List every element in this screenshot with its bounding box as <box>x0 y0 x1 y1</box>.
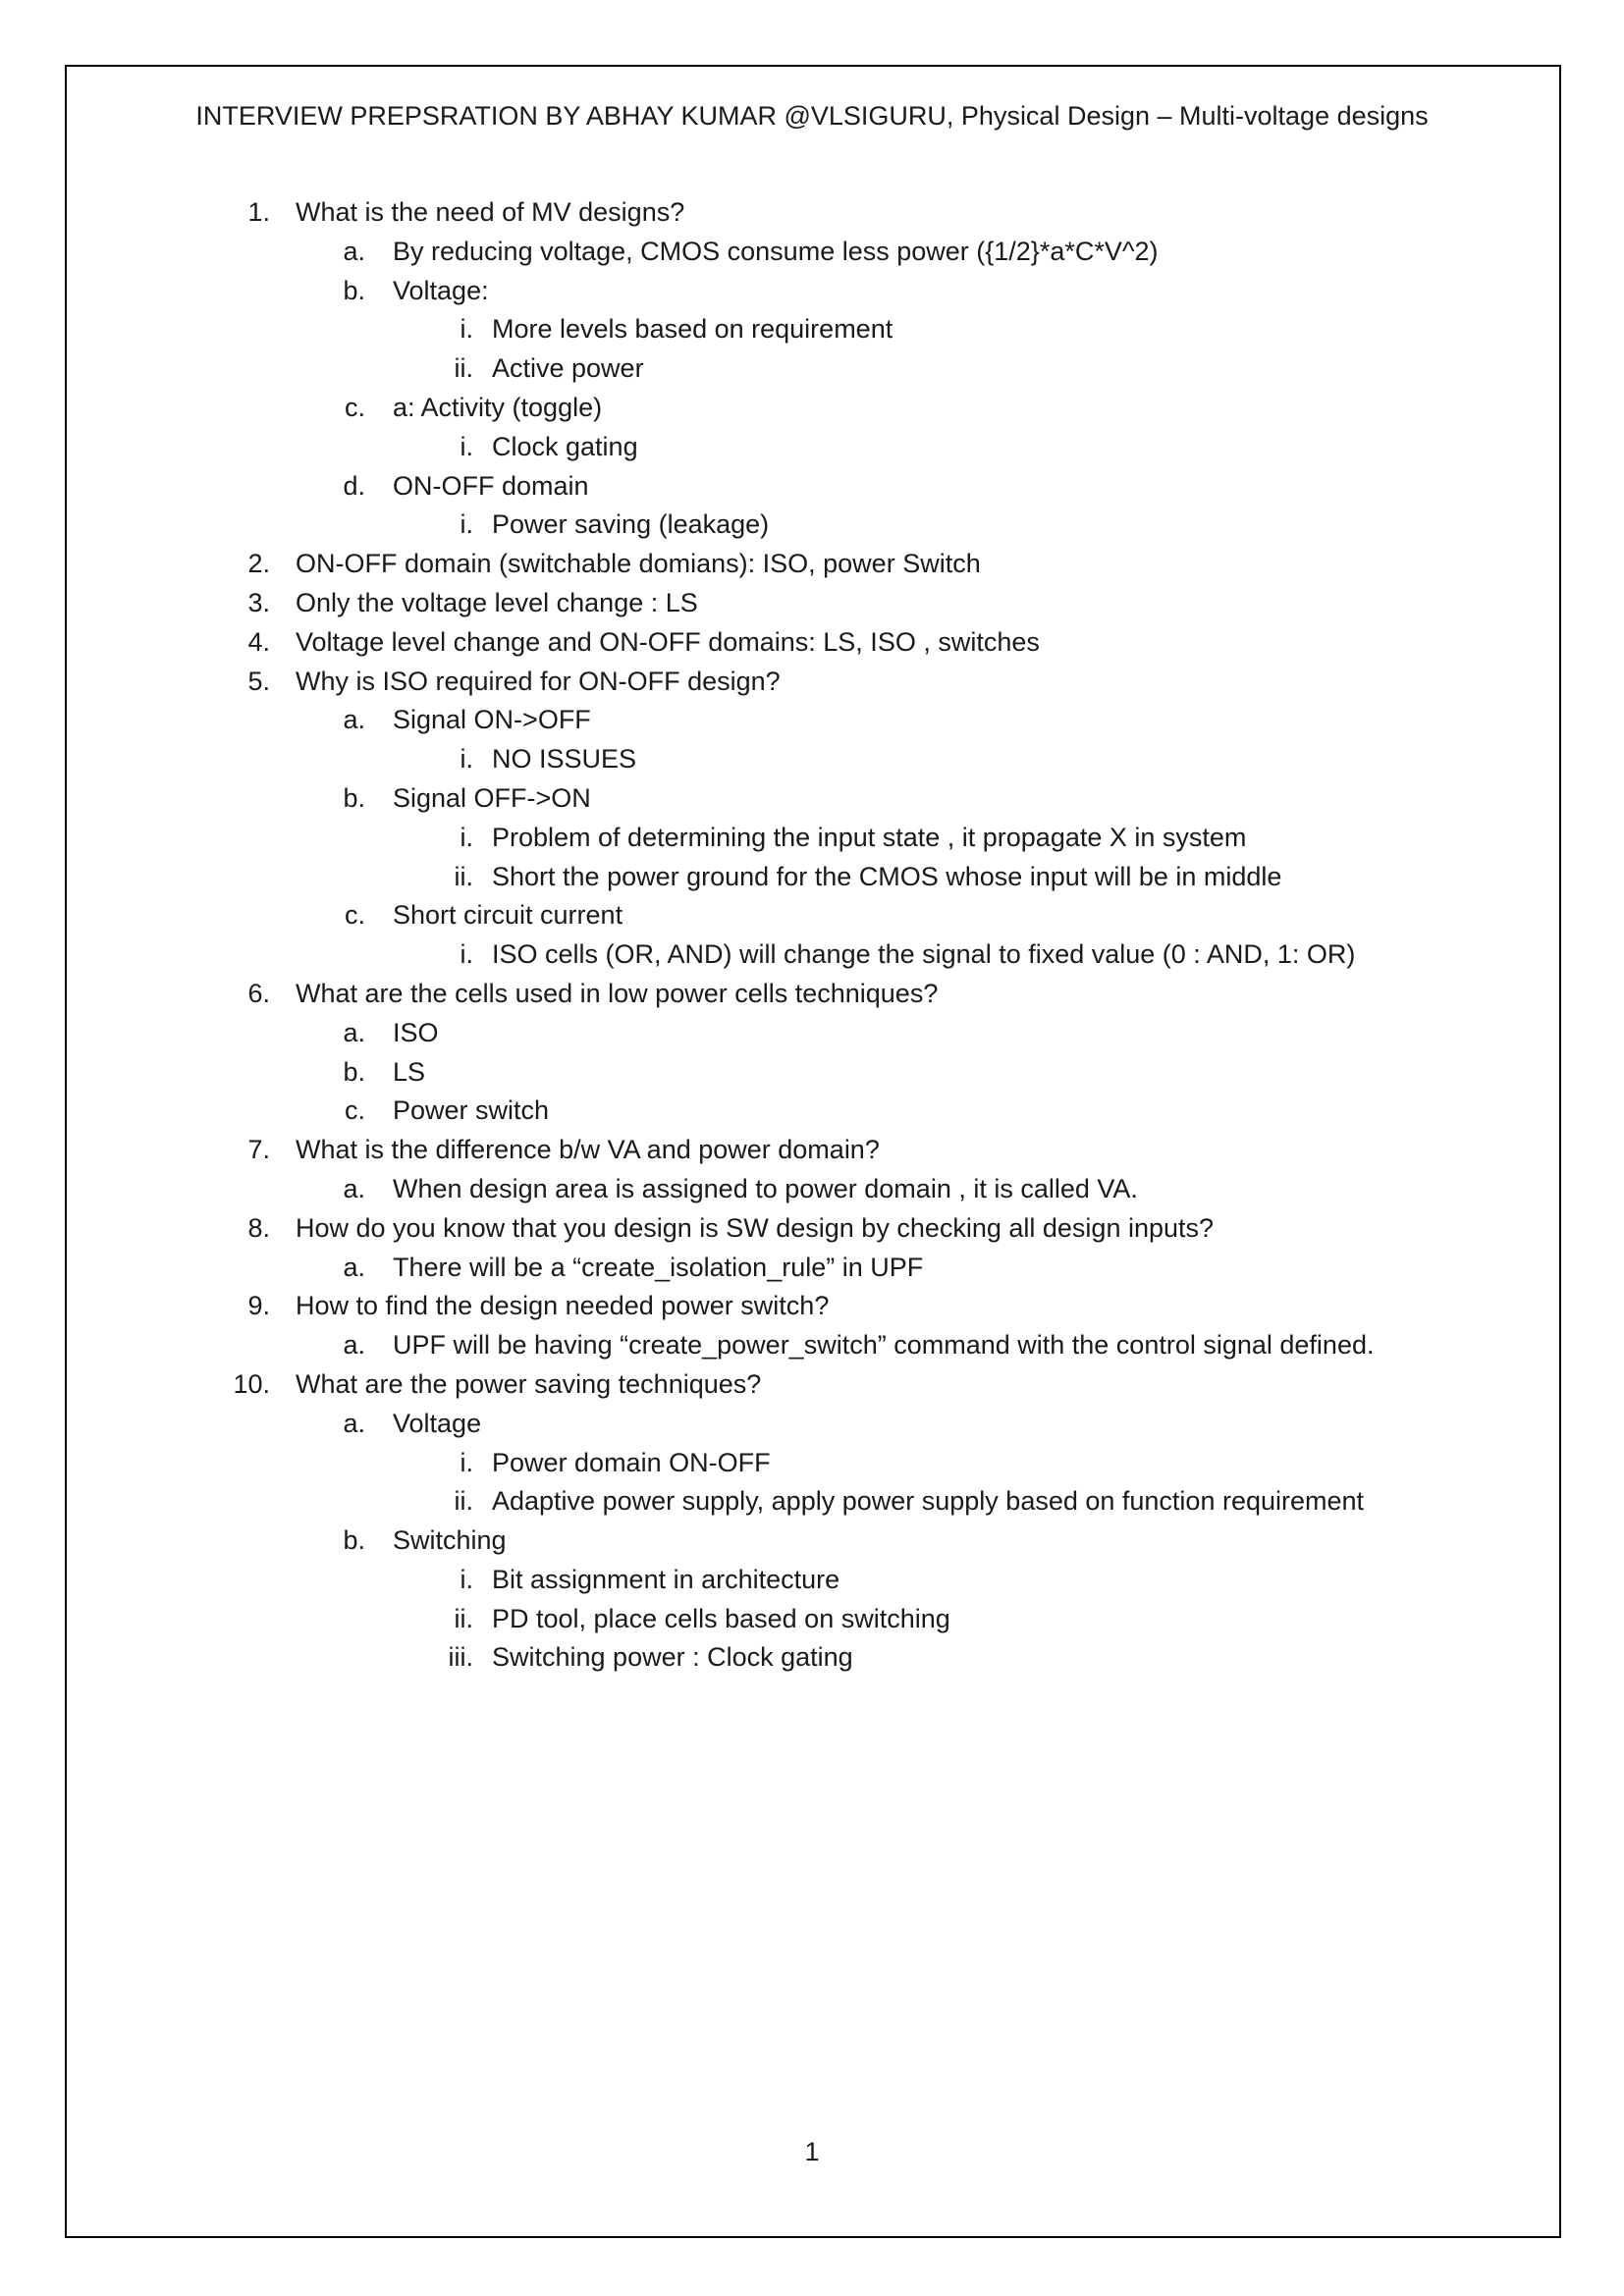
list-marker: c. <box>344 900 365 931</box>
sub-sub-item <box>0 935 1624 975</box>
sub-sub-item <box>0 1444 1624 1483</box>
page-number: 1 <box>804 2137 820 2166</box>
sub-item <box>0 896 1624 935</box>
list-text: Problem of determining the input state , it propagate X in system <box>492 822 1247 852</box>
list-marker: b. <box>343 782 365 813</box>
sub-sub-item <box>0 310 1624 349</box>
list-marker: a. <box>343 1252 365 1282</box>
list-text: Switching <box>393 1525 507 1556</box>
list-text: PD tool, place cells based on switching <box>492 1603 950 1633</box>
list-text: ON-OFF domain <box>393 470 589 501</box>
sub-sub-item <box>0 349 1624 389</box>
list-marker: b. <box>343 1056 365 1087</box>
list-marker: 7. <box>247 1135 270 1165</box>
sub-item <box>0 1092 1624 1131</box>
question-item <box>0 584 1624 623</box>
question-item <box>0 975 1624 1014</box>
list-marker: 2. <box>247 549 270 579</box>
list-marker: iii. <box>448 1642 473 1673</box>
list-marker: i. <box>460 431 473 461</box>
list-marker: i. <box>460 1564 473 1594</box>
list-marker: 8. <box>247 1212 270 1243</box>
list-marker: b. <box>343 1525 365 1556</box>
question-item <box>0 1209 1624 1249</box>
question-item <box>0 663 1624 702</box>
list-text: NO ISSUES <box>492 744 637 774</box>
sub-item <box>0 233 1624 272</box>
sub-item <box>0 1249 1624 1288</box>
question-item <box>0 1365 1624 1405</box>
list-text: What are the cells used in low power cells techniques? <box>296 978 939 1008</box>
question-item <box>0 1287 1624 1326</box>
list-text: Power domain ON-OFF <box>492 1447 771 1477</box>
sub-item <box>0 1522 1624 1561</box>
sub-item <box>0 1053 1624 1093</box>
list-marker: 9. <box>247 1291 270 1321</box>
sub-item <box>0 701 1624 740</box>
sub-sub-item <box>0 819 1624 858</box>
sub-sub-item <box>0 1482 1624 1522</box>
list-text: ON-OFF domain (switchable domians): ISO, power Switch <box>296 549 981 579</box>
list-marker: 5. <box>247 666 270 696</box>
list-marker: 4. <box>247 626 270 657</box>
sub-item <box>0 1170 1624 1209</box>
list-text: Switching power : Clock gating <box>492 1642 853 1673</box>
list-text: Signal OFF->ON <box>393 782 591 813</box>
list-marker: i. <box>460 744 473 774</box>
list-text: ISO <box>393 1017 439 1047</box>
list-marker: a. <box>343 1017 365 1047</box>
sub-item <box>0 467 1624 507</box>
sub-item <box>0 779 1624 819</box>
list-marker: ii. <box>454 353 473 384</box>
list-text: Short the power ground for the CMOS whose input will be in middle <box>492 861 1282 891</box>
list-marker: i. <box>460 1447 473 1477</box>
list-text: Why is ISO required for ON-OFF design? <box>296 666 781 696</box>
list-marker: ii. <box>454 1603 473 1633</box>
sub-item <box>0 272 1624 311</box>
list-text: UPF will be having “create_power_switch” command with the control signal defined. <box>393 1330 1375 1361</box>
list-text: How do you know that you design is SW design by checking all design inputs? <box>296 1212 1215 1243</box>
list-text: Active power <box>492 353 644 384</box>
list-text: Adaptive power supply, apply power supply based on function requirement <box>492 1486 1365 1517</box>
list-text: What is the difference b/w VA and power domain? <box>296 1135 880 1165</box>
list-text: Voltage level change and ON-OFF domains: LS, ISO , switches <box>296 626 1040 657</box>
list-text: Signal ON->OFF <box>393 705 591 735</box>
question-item <box>0 1131 1624 1170</box>
list-marker: a. <box>343 236 365 266</box>
list-text: What is the need of MV designs? <box>296 197 685 227</box>
list-text: Clock gating <box>492 431 638 461</box>
sub-sub-item <box>0 428 1624 467</box>
list-marker: a. <box>343 705 365 735</box>
sub-sub-item <box>0 506 1624 545</box>
list-marker: a. <box>343 1330 365 1361</box>
list-text: ISO cells (OR, AND) will change the signal to fixed value (0 : AND, 1: OR) <box>492 939 1356 970</box>
list-marker: i. <box>460 509 473 540</box>
list-text: Voltage: <box>393 275 489 305</box>
sub-sub-item <box>0 740 1624 779</box>
list-text: Voltage <box>393 1408 482 1438</box>
list-text: LS <box>393 1056 426 1087</box>
list-marker: c. <box>344 1095 365 1126</box>
sub-item <box>0 1326 1624 1365</box>
list-marker: 10. <box>233 1368 270 1399</box>
list-marker: i. <box>460 939 473 970</box>
sub-sub-item <box>0 1561 1624 1600</box>
question-item <box>0 193 1624 233</box>
list-marker: d. <box>343 470 365 501</box>
list-marker: ii. <box>454 1486 473 1517</box>
list-marker: c. <box>344 392 365 422</box>
list-text: Only the voltage level change : LS <box>296 587 698 617</box>
list-text: By reducing voltage, CMOS consume less power ({1/2}*a*C*V^2) <box>393 236 1159 266</box>
list-marker: 1. <box>247 197 270 227</box>
question-item <box>0 623 1624 663</box>
list-text: How to find the design needed power switch? <box>296 1291 830 1321</box>
list-marker: i. <box>460 822 473 852</box>
list-marker: a. <box>343 1408 365 1438</box>
list-marker: b. <box>343 275 365 305</box>
sub-sub-item <box>0 1638 1624 1678</box>
list-text: Power saving (leakage) <box>492 509 770 540</box>
list-text: When design area is assigned to power domain , it is called VA. <box>393 1173 1138 1203</box>
list-marker: 3. <box>247 587 270 617</box>
sub-item <box>0 389 1624 428</box>
list-marker: i. <box>460 314 473 345</box>
list-marker: ii. <box>454 861 473 891</box>
list-text: a: Activity (toggle) <box>393 392 603 422</box>
question-item <box>0 545 1624 584</box>
page-header: INTERVIEW PREPSRATION BY ABHAY KUMAR @VLSIGURU, Physical Design – Multi-voltage designs <box>195 101 1429 131</box>
list-text: Power switch <box>393 1095 550 1126</box>
list-text: What are the power saving techniques? <box>296 1368 762 1399</box>
list-marker: a. <box>343 1173 365 1203</box>
list-marker: 6. <box>247 978 270 1008</box>
list-text: Short circuit current <box>393 900 623 931</box>
sub-item <box>0 1405 1624 1444</box>
sub-sub-item <box>0 1600 1624 1639</box>
list-text: More levels based on requirement <box>492 314 893 345</box>
list-text: There will be a “create_isolation_rule” in UPF <box>393 1252 924 1282</box>
sub-sub-item <box>0 858 1624 897</box>
sub-item <box>0 1014 1624 1053</box>
list-text: Bit assignment in architecture <box>492 1564 840 1594</box>
question-list <box>0 193 1624 1678</box>
